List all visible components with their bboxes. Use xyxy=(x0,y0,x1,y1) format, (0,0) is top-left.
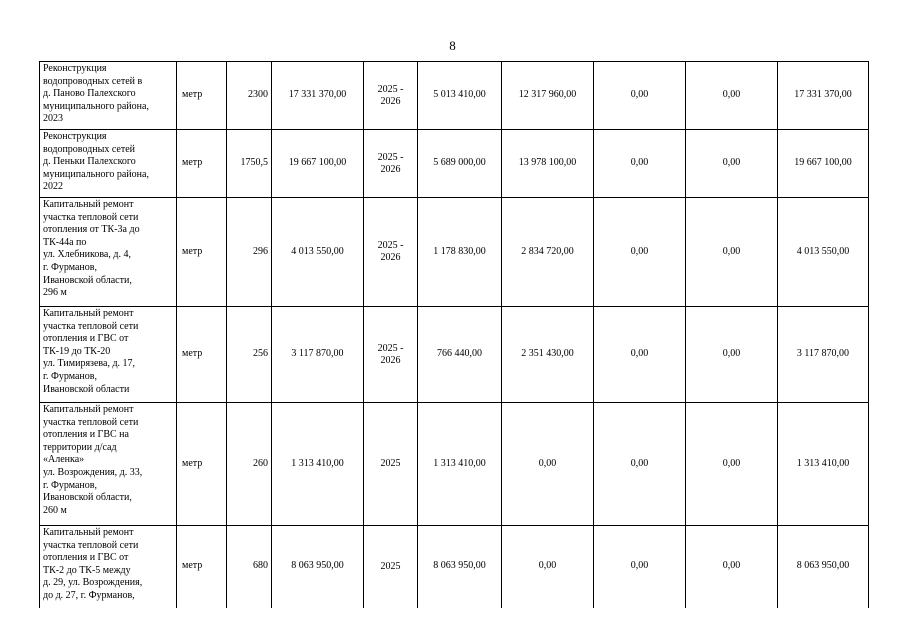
quantity-cell: 680 xyxy=(227,526,272,608)
years-cell: 2025 - 2026 xyxy=(364,307,418,403)
total-cost-cell: 3 117 870,00 xyxy=(272,307,364,403)
unit-cell: метр xyxy=(177,130,227,198)
total-cost-cell: 4 013 550,00 xyxy=(272,198,364,307)
table-row xyxy=(40,307,869,403)
table-row xyxy=(40,403,869,526)
unit-cell: метр xyxy=(177,62,227,130)
amount-cell-2: 2 351 430,00 xyxy=(502,307,594,403)
amount-cell-4: 0,00 xyxy=(686,307,778,403)
amount-cell-3: 0,00 xyxy=(594,403,686,526)
object-name-cell: Реконструкция водопроводных сетей в д. Паново Палехского муниципального района, 2023 xyxy=(40,62,177,130)
amount-cell-4: 0,00 xyxy=(686,403,778,526)
amount-cell-2: 0,00 xyxy=(502,526,594,608)
amount-cell-1: 1 313 410,00 xyxy=(418,403,502,526)
quantity-cell: 256 xyxy=(227,307,272,403)
page-number: 8 xyxy=(449,38,456,53)
unit-cell: метр xyxy=(177,198,227,307)
object-name-cell: Капитальный ремонт участка тепловой сети отопления от ТК-3а до ТК-44а по ул. Хлебникова, д. 4, г. Фурманов, Ивановской области, 296 м xyxy=(40,198,177,307)
amount-cell-5: 8 063 950,00 xyxy=(778,526,869,608)
amount-cell-5: 4 013 550,00 xyxy=(778,198,869,307)
amount-cell-1: 766 440,00 xyxy=(418,307,502,403)
amount-cell-3: 0,00 xyxy=(594,198,686,307)
object-name-cell: Реконструкция водопроводных сетей д. Пеньки Палехского муниципального района, 2022 xyxy=(40,130,177,198)
amount-cell-1: 8 063 950,00 xyxy=(418,526,502,608)
table-row xyxy=(40,526,869,608)
total-cost-cell: 19 667 100,00 xyxy=(272,130,364,198)
amount-cell-2: 0,00 xyxy=(502,403,594,526)
amount-cell-1: 1 178 830,00 xyxy=(418,198,502,307)
years-cell: 2025 - 2026 xyxy=(364,130,418,198)
amount-cell-4: 0,00 xyxy=(686,130,778,198)
amount-cell-4: 0,00 xyxy=(686,198,778,307)
years-cell: 2025 - 2026 xyxy=(364,198,418,307)
years-cell: 2025 xyxy=(364,526,418,608)
total-cost-cell: 1 313 410,00 xyxy=(272,403,364,526)
unit-cell: метр xyxy=(177,403,227,526)
quantity-cell: 2300 xyxy=(227,62,272,130)
table-row xyxy=(40,198,869,307)
amount-cell-4: 0,00 xyxy=(686,526,778,608)
amount-cell-5: 19 667 100,00 xyxy=(778,130,869,198)
amount-cell-3: 0,00 xyxy=(594,130,686,198)
unit-cell: метр xyxy=(177,307,227,403)
years-cell: 2025 - 2026 xyxy=(364,62,418,130)
object-name-cell: Капитальный ремонт участка тепловой сети отопления и ГВС от ТК-2 до ТК-5 между д. 29, ул. Возрождения, до д. 27, г. Фурманов, xyxy=(40,526,177,608)
quantity-cell: 296 xyxy=(227,198,272,307)
object-name-cell: Капитальный ремонт участка тепловой сети отопления и ГВС от ТК-19 до ТК-20 ул. Тимирязева, д. 17, г. Фурманов, Ивановской области xyxy=(40,307,177,403)
amount-cell-2: 12 317 960,00 xyxy=(502,62,594,130)
amount-cell-1: 5 689 000,00 xyxy=(418,130,502,198)
amount-cell-5: 3 117 870,00 xyxy=(778,307,869,403)
amount-cell-1: 5 013 410,00 xyxy=(418,62,502,130)
object-name-cell: Капитальный ремонт участка тепловой сети отопления и ГВС на территории д/сад «Аленка» ул. Возрождения, д. 33, г. Фурманов, Ивановской области, 260 м xyxy=(40,403,177,526)
quantity-cell: 260 xyxy=(227,403,272,526)
table-row xyxy=(40,62,869,130)
amount-cell-3: 0,00 xyxy=(594,62,686,130)
amount-cell-5: 17 331 370,00 xyxy=(778,62,869,130)
amount-cell-4: 0,00 xyxy=(686,62,778,130)
quantity-cell: 1750,5 xyxy=(227,130,272,198)
amount-cell-3: 0,00 xyxy=(594,307,686,403)
budget-table xyxy=(39,61,869,608)
unit-cell: метр xyxy=(177,526,227,608)
years-cell: 2025 xyxy=(364,403,418,526)
total-cost-cell: 17 331 370,00 xyxy=(272,62,364,130)
amount-cell-5: 1 313 410,00 xyxy=(778,403,869,526)
amount-cell-2: 13 978 100,00 xyxy=(502,130,594,198)
amount-cell-2: 2 834 720,00 xyxy=(502,198,594,307)
amount-cell-3: 0,00 xyxy=(594,526,686,608)
table-row xyxy=(40,130,869,198)
total-cost-cell: 8 063 950,00 xyxy=(272,526,364,608)
